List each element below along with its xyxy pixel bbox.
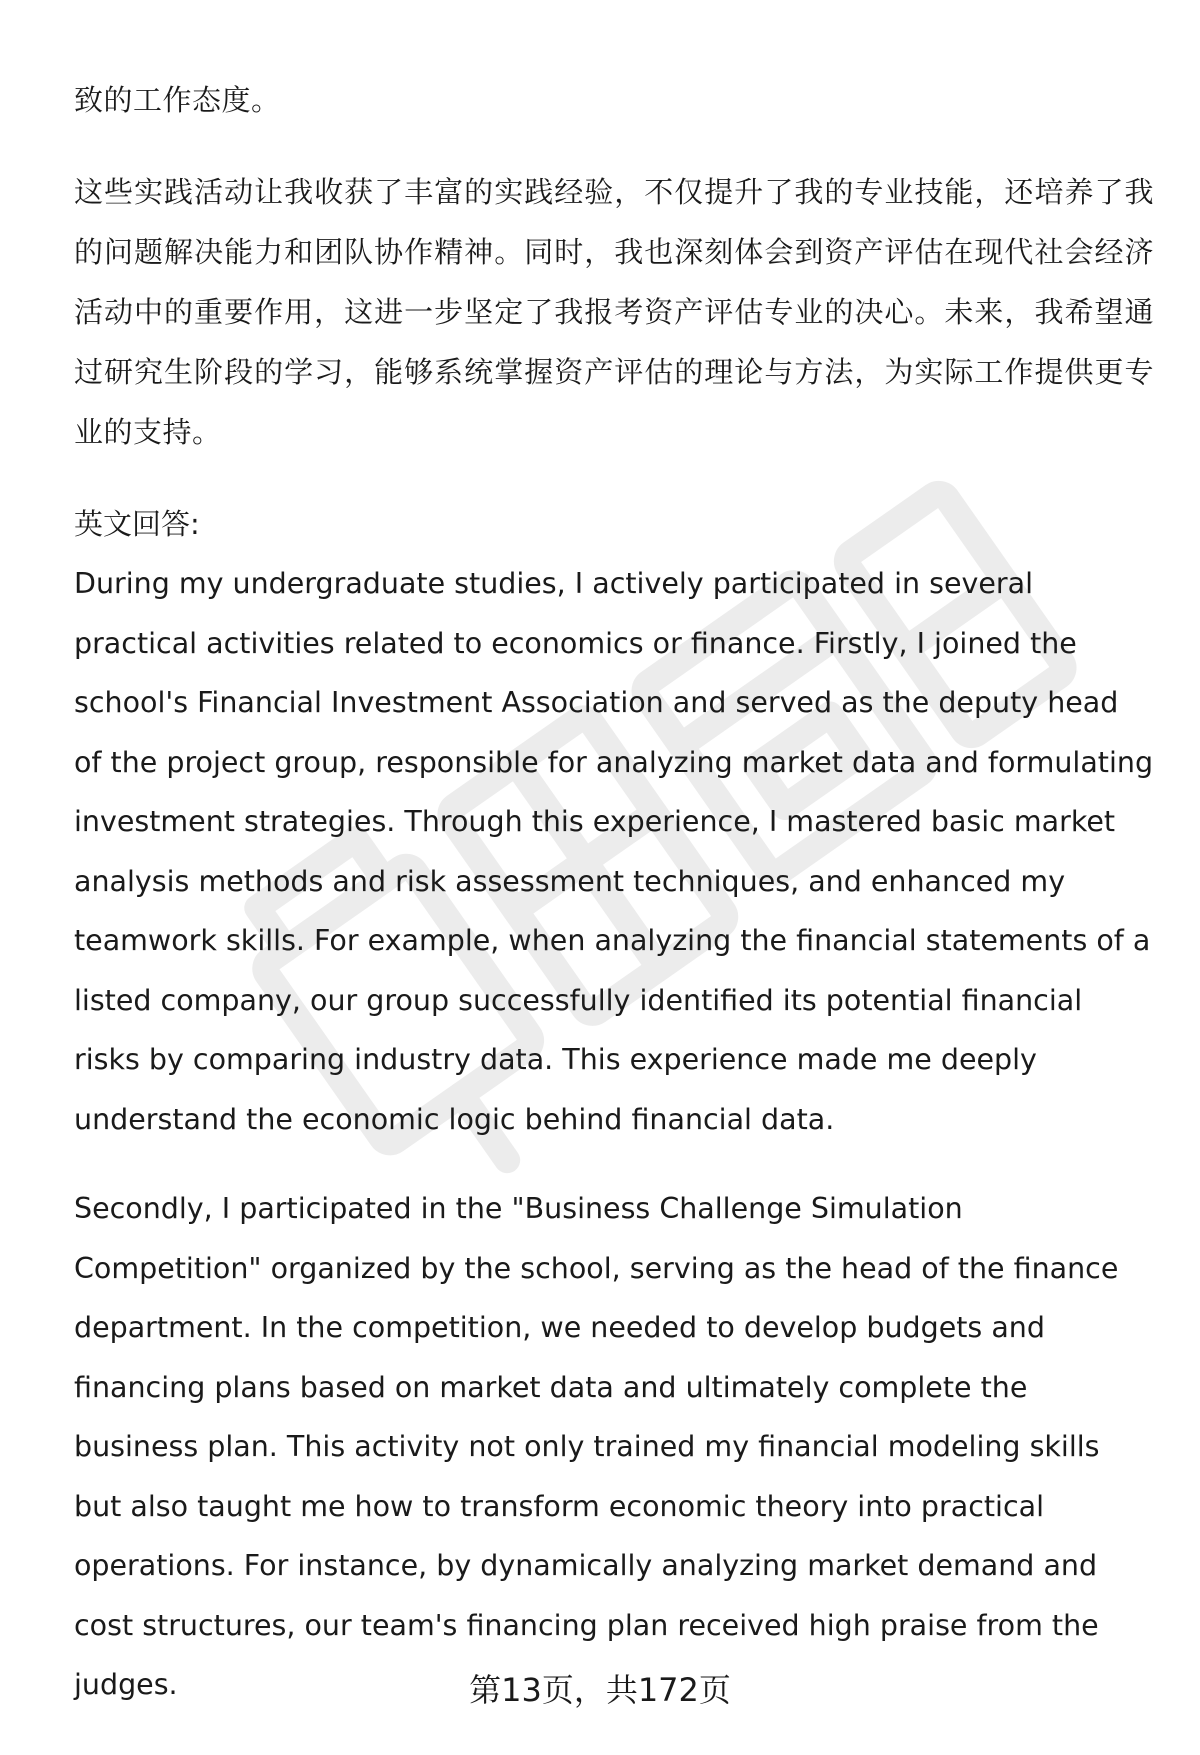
english-answer-label: 英文回答: (74, 507, 200, 541)
document-body (74, 70, 1154, 1745)
page-indicator: 第13页，共172页 (469, 1671, 731, 1709)
paragraph-en-2: Secondly, I participated in the "Business Challenge Simulation Competition" organized by the school, serving as the head of the finance department. In the competition, we needed to develop budgets and financing plans based on market data and ultimately complete the business plan. This activity not only trained my financial modeling skills but also taught me how to transform economic theory into practical operations. For instance, by dynamically analyzing market demand and cost structures, our team's financing plan received high praise from the judges. (74, 1192, 1119, 1701)
paragraph-zh-2: 这些实践活动让我收获了丰富的实践经验，不仅提升了我的专业技能，还培养了我的问题解决能力和团队协作精神。同时，我也深刻体会到资产评估在现代社会经济活动中的重要作用，这进一步坚定了我报考资产评估专业的决心。未来，我希望通过研究生阶段的学习，能够系统掌握资产评估的理论与方法，为实际工作提供更专业的支持。 (74, 175, 1154, 449)
paragraph-zh-1: 致的工作态度。 (74, 83, 281, 117)
paragraph-en-1: During my undergraduate studies, I actively participated in several practical activities related to economics or finance. Firstly, I joined the school's Financial Investment Association and served as the deputy head of the project group, responsible for analyzing market data and formulating investment strategies. Through this experience, I mastered basic market analysis methods and risk assessment techniques, and enhanced my teamwork skills. For example, when analyzing the financial statements of a listed company, our group successfully identified its potential financial risks by comparing industry data. This experience made me deeply understand the economic logic behind financial data. (74, 567, 1154, 1136)
